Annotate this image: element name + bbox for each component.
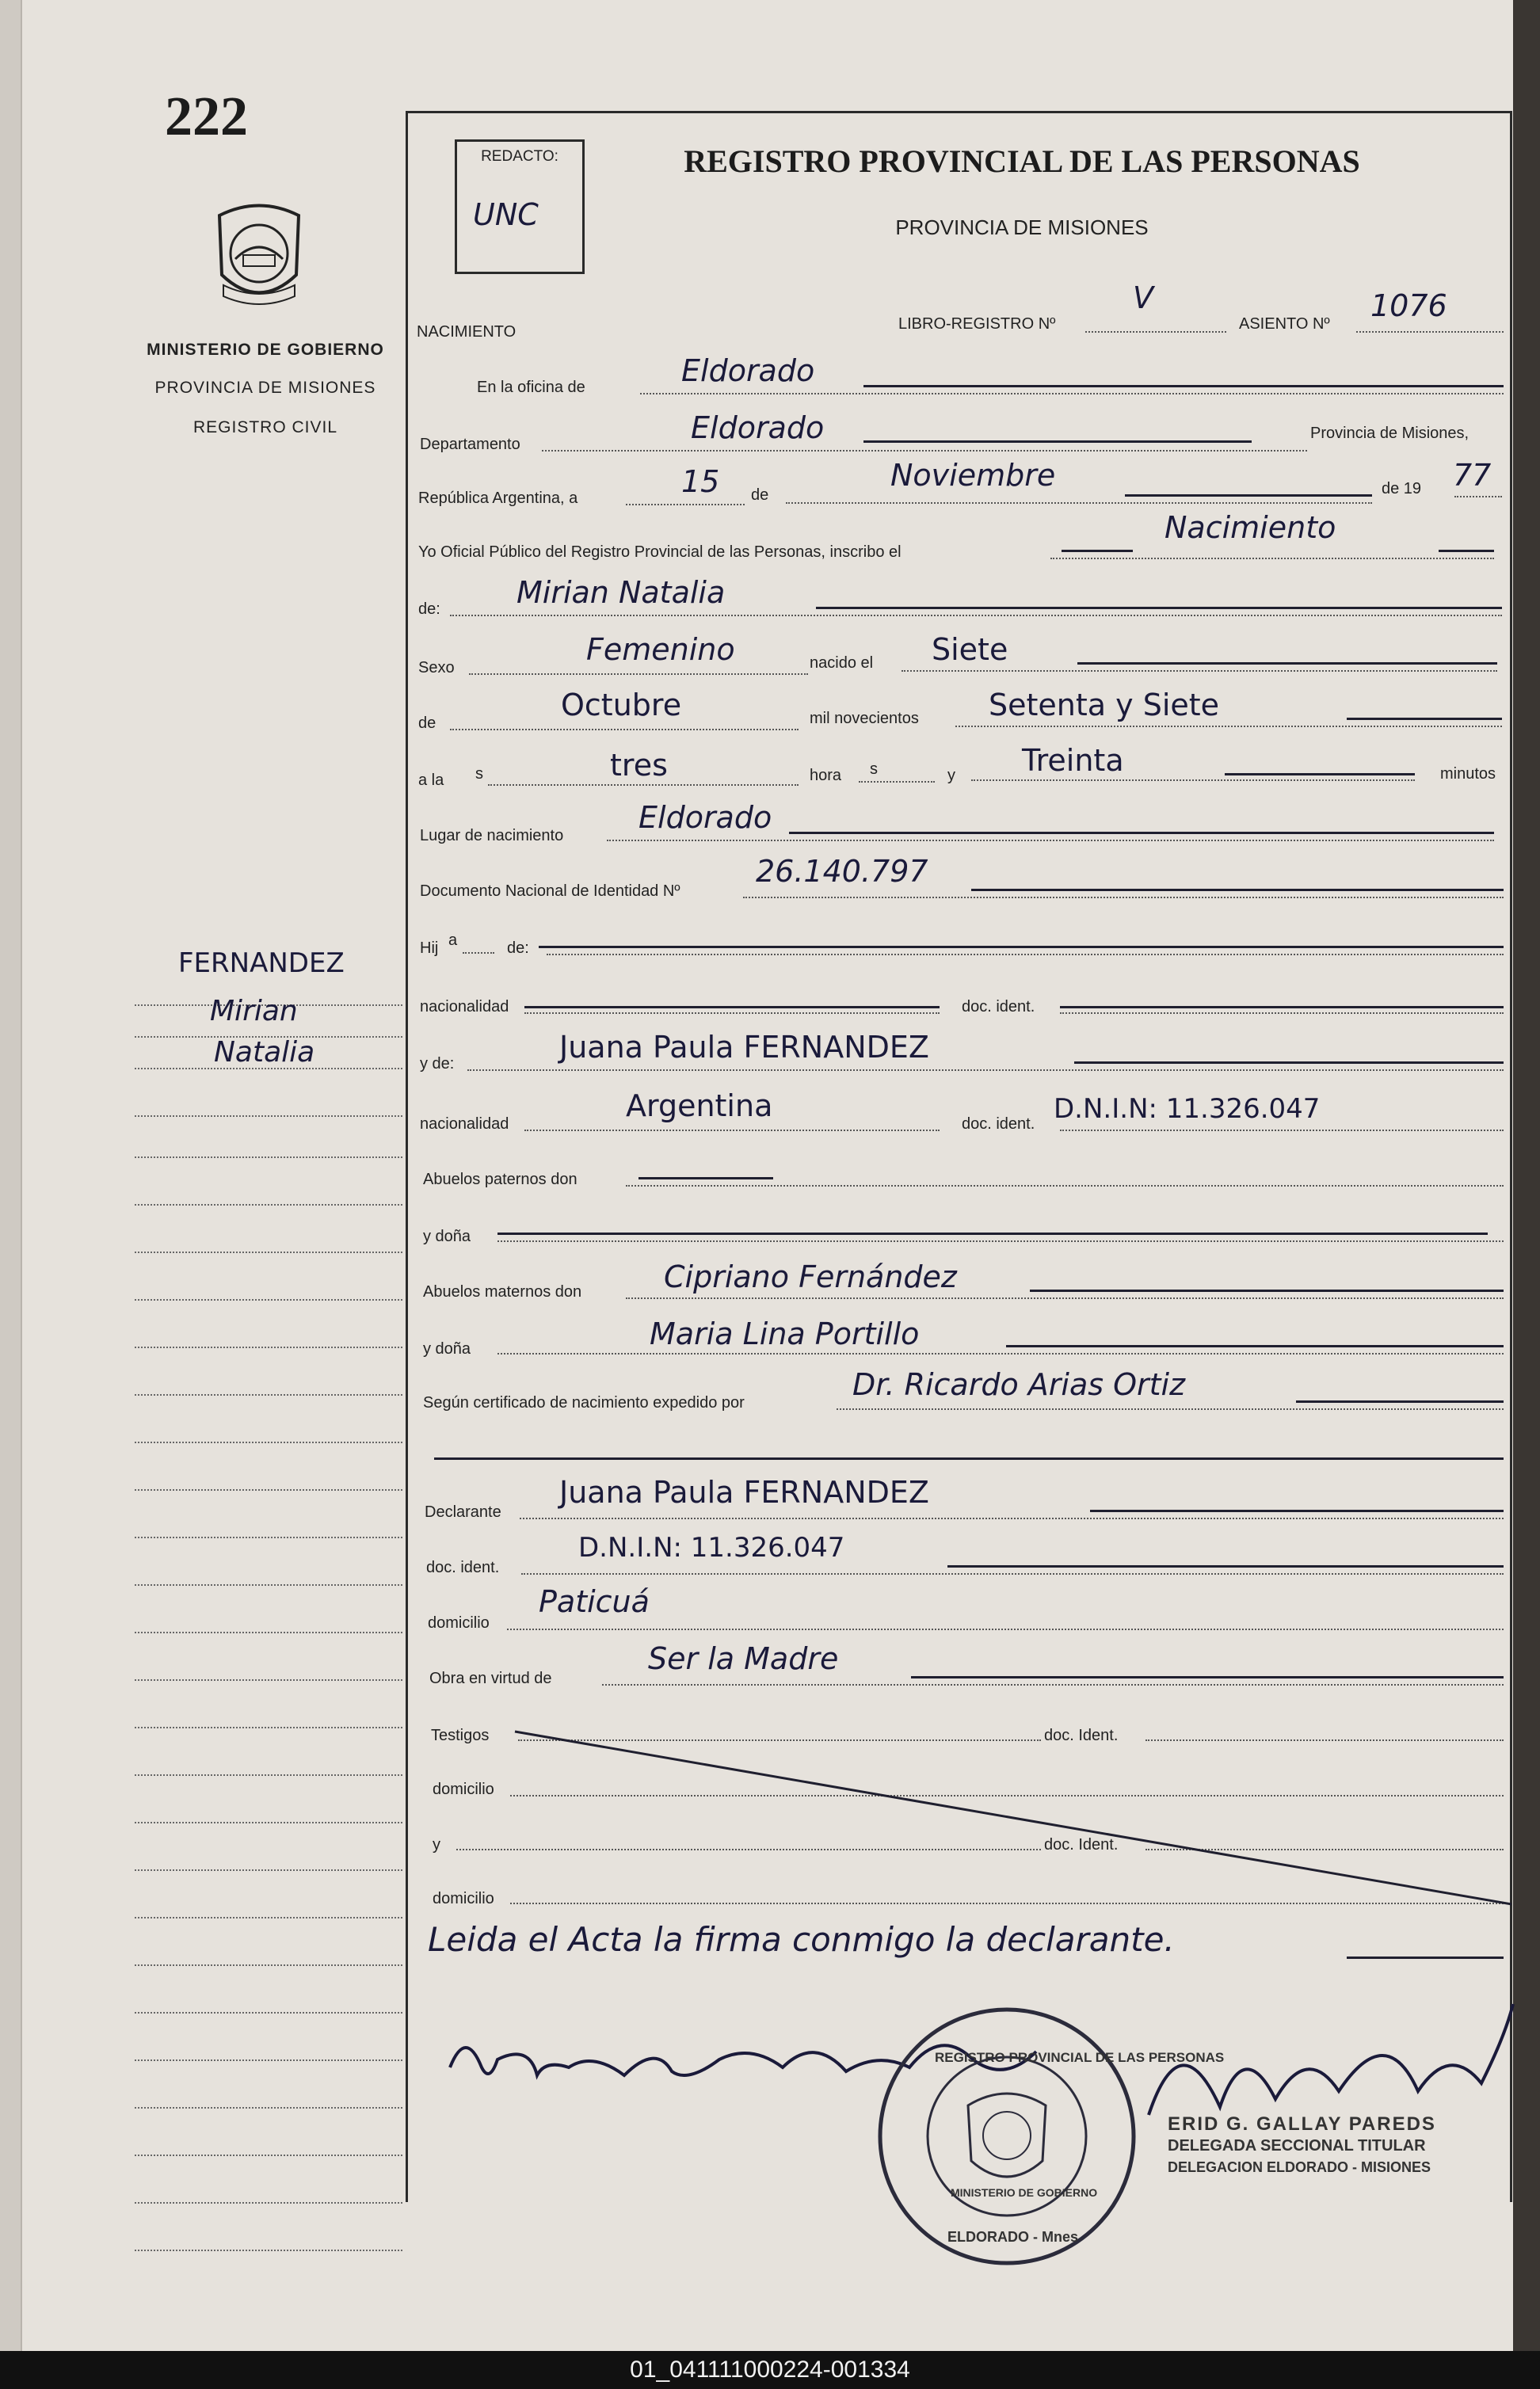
redacto-label: REDACTO:: [481, 148, 558, 165]
de-anio-label: de 19: [1382, 480, 1422, 497]
a-la-suffix: s: [475, 765, 483, 783]
testigos-label: Testigos: [431, 1727, 490, 1744]
mes-value: Noviembre: [890, 458, 1056, 493]
certificado-label: Según certificado de nacimiento expedido por: [423, 1394, 745, 1412]
dni-label: Documento Nacional de Identidad Nº: [420, 882, 680, 900]
dni-value: 26.140.797: [756, 854, 928, 889]
de-label: de: [751, 486, 769, 504]
archive-id-footer: 01_041111000224-001334: [0, 2351, 1540, 2389]
lugar-value: Eldorado: [638, 800, 772, 835]
margin-surname: FERNANDEZ: [178, 947, 345, 979]
docident-madre-label: doc. ident.: [962, 1115, 1035, 1133]
ministry-heading: MINISTERIO DE GOBIERNO: [147, 341, 384, 359]
anio-value: 77: [1453, 458, 1492, 493]
asiento-label: ASIENTO Nº: [1239, 315, 1330, 333]
abuela-materna-value: Maria Lina Portillo: [650, 1316, 920, 1351]
y-dona-materna-label: y doña: [423, 1340, 471, 1358]
provincia-label: Provincia de Misiones,: [1310, 425, 1469, 442]
province-heading: PROVINCIA DE MISIONES: [154, 379, 376, 397]
hijo-de-label: de:: [507, 939, 529, 957]
sexo-label: Sexo: [418, 659, 455, 676]
seal-outer-text: REGISTRO PROVINCIAL DE LAS PERSONAS: [935, 2050, 1225, 2065]
closing-note: Leida el Acta la firma conmigo la declarante.: [428, 1920, 1175, 1959]
hora-suffix: s: [870, 760, 878, 778]
margin-second-name: Natalia: [214, 1036, 315, 1069]
domicilio-declarante-value: Paticuá: [539, 1584, 650, 1619]
stamp-name: ERID G. GALLAY PAREDS: [1168, 2113, 1436, 2135]
margin-first-name: Mirian: [210, 995, 298, 1027]
y-de-label: y de:: [420, 1055, 455, 1073]
nacionalidad-madre-value: Argentina: [626, 1088, 773, 1123]
libro-value: V: [1133, 280, 1153, 315]
y-dona-paterna-label: y doña: [423, 1228, 471, 1245]
seal-bottom-text: ELDORADO - Mnes: [947, 2229, 1079, 2245]
dia-value: 15: [681, 464, 720, 499]
docident-madre-value: D.N.I.N: 11.326.047: [1054, 1093, 1321, 1125]
libro-label: LIBRO-REGISTRO Nº: [898, 315, 1056, 333]
abuelo-materno-value: Cipriano Fernández: [664, 1259, 957, 1294]
docident-declarante-label: doc. ident.: [426, 1559, 500, 1576]
oficina-value: Eldorado: [681, 353, 815, 388]
mes-nacimiento-value: Octubre: [561, 688, 682, 722]
sexo-value: Femenino: [586, 632, 735, 667]
y-label: y: [947, 767, 955, 784]
document-subtitle: PROVINCIA DE MISIONES: [895, 215, 1149, 239]
hora-label: hora: [810, 767, 842, 784]
certificado-value: Dr. Ricardo Arias Ortiz: [852, 1367, 1186, 1402]
minutos-label: minutos: [1440, 765, 1496, 783]
redacto-value: UNC: [473, 197, 539, 232]
departamento-label: Departamento: [420, 436, 520, 453]
inscribo-value: Nacimiento: [1165, 510, 1336, 545]
declarante-value: Juana Paula FERNANDEZ: [559, 1475, 929, 1510]
hijo-label: Hij: [420, 939, 439, 957]
stamp-role: DELEGADA SECCIONAL TITULAR: [1168, 2137, 1426, 2155]
docident-testigo2-label: doc. Ident.: [1044, 1836, 1119, 1854]
domicilio-testigo1-label: domicilio: [433, 1781, 494, 1798]
obra-value: Ser la Madre: [648, 1641, 839, 1676]
nacido-value: Siete: [932, 632, 1008, 667]
nacionalidad-madre-label: nacionalidad: [420, 1115, 509, 1133]
yo-oficial-label: Yo Oficial Público del Registro Provincial de las Personas, inscribo el: [418, 543, 902, 561]
act-type-label: NACIMIENTO: [417, 323, 517, 341]
abuelos-paternos-label: Abuelos paternos don: [423, 1171, 578, 1188]
domicilio-testigo2-label: domicilio: [433, 1890, 494, 1907]
seal-inner-text: MINISTERIO DE GOBIERNO: [951, 2186, 1098, 2199]
declarante-label: Declarante: [425, 1503, 501, 1521]
abuelos-maternos-label: Abuelos maternos don: [423, 1283, 582, 1301]
nombre-value: Mirian Natalia: [517, 575, 726, 610]
docident-testigo1-label: doc. Ident.: [1044, 1727, 1119, 1744]
de-nombre-label: de:: [418, 600, 440, 618]
docident-declarante-value: D.N.I.N: 11.326.047: [578, 1532, 845, 1564]
nacionalidad-padre-label: nacionalidad: [420, 998, 509, 1015]
obra-label: Obra en virtud de: [429, 1670, 552, 1687]
mil-novecientos-label: mil novecientos: [810, 710, 919, 727]
de-mes-label: de: [418, 714, 436, 732]
republica-label: República Argentina, a: [418, 490, 578, 507]
a-la-label: a la: [418, 772, 444, 789]
asiento-value: 1076: [1370, 288, 1447, 323]
lugar-label: Lugar de nacimiento: [420, 827, 564, 844]
madre-value: Juana Paula FERNANDEZ: [559, 1030, 929, 1065]
oficina-label: En la oficina de: [477, 379, 585, 396]
hora-value: tres: [610, 748, 668, 783]
minutos-value: Treinta: [1022, 743, 1124, 778]
document-title: REGISTRO PROVINCIAL DE LAS PERSONAS: [684, 143, 1360, 179]
departamento-value: Eldorado: [691, 410, 825, 445]
y-testigo-label: y: [433, 1836, 440, 1854]
docident-padre-label: doc. ident.: [962, 998, 1035, 1015]
registry-heading: REGISTRO CIVIL: [192, 418, 338, 436]
stamp-office: DELEGACION ELDORADO - MISIONES: [1168, 2159, 1431, 2175]
anio-nacimiento-value: Setenta y Siete: [989, 688, 1220, 722]
hijo-suffix: a: [448, 932, 458, 949]
domicilio-declarante-label: domicilio: [428, 1614, 490, 1632]
nacido-label: nacido el: [810, 654, 874, 672]
page-number: 222: [165, 86, 248, 147]
